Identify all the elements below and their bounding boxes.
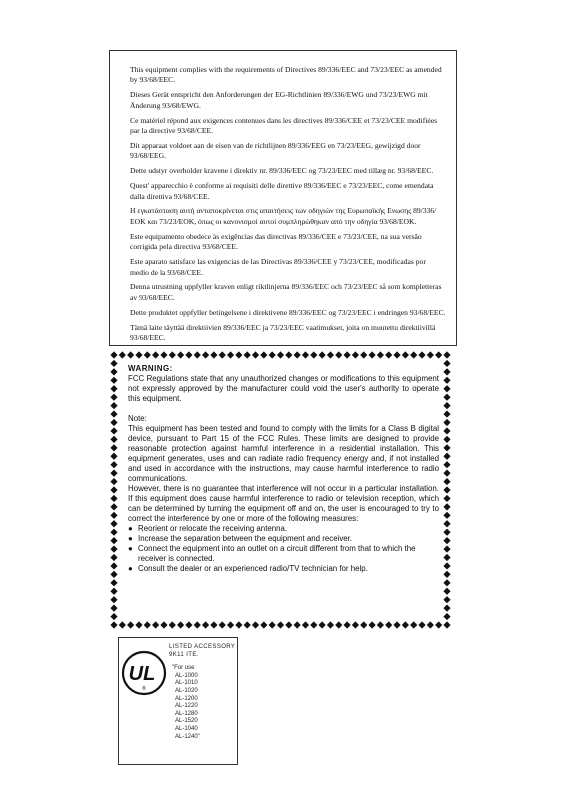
model-item: AL-1200 bbox=[175, 695, 198, 702]
border-diamond bbox=[110, 461, 117, 468]
border-diamond bbox=[443, 613, 450, 620]
bullet-icon: ● bbox=[128, 534, 133, 543]
border-diamond bbox=[443, 605, 450, 612]
compliance-no: Dette produktet oppfyller betingelsene i direktivene 89/336/EEC og 73/23/EEC i endringen 93/68/EEC. bbox=[130, 307, 446, 317]
border-diamond bbox=[110, 444, 117, 451]
border-diamond bbox=[260, 351, 267, 358]
border-diamond bbox=[443, 512, 450, 519]
note-text-2: However, there is no guarantee that interference will not occur in a particular installation. If this equipment does cause harmful interference to radio or television reception, which can be determined by turning the equipment off and on, the user is encouraged to try to correct the interference by one or more of the following measures: bbox=[128, 484, 439, 523]
compliance-en: This equipment complies with the requirements of Directives 89/336/EEC and 73/23/EEC as amended by 93/68/EEC. bbox=[130, 65, 442, 85]
compliance-fi: Tämä laite täyttää direktiivien 89/336/EEC ja 73/23/EEC vaatimukset, joita on muutettu direktiivillä 93/68/EEC. bbox=[130, 322, 436, 343]
eu-compliance-box bbox=[109, 50, 457, 346]
border-diamond bbox=[110, 427, 117, 434]
border-diamond bbox=[110, 554, 117, 561]
bullet-icon: ● bbox=[128, 544, 133, 553]
compliance-it: Quest' apparecchio è conforme ai requisiti delle direttive 89/336/EEC e 73/23/EEC, come emendata dalla direttiva 93/68/CEE. bbox=[130, 181, 434, 201]
border-diamond bbox=[219, 621, 226, 628]
border-diamond bbox=[302, 351, 309, 358]
border-diamond bbox=[252, 351, 259, 358]
border-diamond bbox=[443, 537, 450, 544]
border-diamond bbox=[443, 385, 450, 392]
border-diamond bbox=[393, 621, 400, 628]
border-diamond bbox=[202, 351, 209, 358]
border-diamond bbox=[135, 621, 142, 628]
border-diamond bbox=[127, 351, 134, 358]
border-diamond bbox=[443, 470, 450, 477]
border-diamond bbox=[443, 427, 450, 434]
border-diamond bbox=[110, 470, 117, 477]
model-item: AL-1000 bbox=[175, 672, 198, 679]
border-diamond bbox=[110, 453, 117, 460]
border-diamond bbox=[443, 360, 450, 367]
border-diamond bbox=[235, 351, 242, 358]
svg-text:®: ® bbox=[142, 686, 146, 692]
border-diamond bbox=[352, 351, 359, 358]
border-diamond bbox=[110, 419, 117, 426]
border-diamond bbox=[418, 621, 425, 628]
border-diamond bbox=[144, 621, 151, 628]
measure-item: ● Increase the separation between the equipment and receiver. bbox=[128, 534, 353, 543]
border-diamond bbox=[344, 351, 351, 358]
border-diamond bbox=[427, 351, 434, 358]
ul-header-2: 9K11 ITE. bbox=[169, 651, 199, 658]
border-diamond bbox=[443, 588, 450, 595]
border-diamond bbox=[443, 394, 450, 401]
model-item: AL-1220 bbox=[175, 703, 198, 710]
model-item: AL-1040 bbox=[175, 725, 198, 732]
border-diamond bbox=[327, 621, 334, 628]
border-diamond bbox=[319, 351, 326, 358]
border-diamond bbox=[360, 621, 367, 628]
border-diamond bbox=[194, 351, 201, 358]
border-diamond bbox=[110, 520, 117, 527]
border-diamond bbox=[110, 613, 117, 620]
model-item: AL-1280 bbox=[175, 710, 198, 717]
note-text-1: This equipment has been tested and found to comply with the limits for a Class B digital device, pursuant to Part 15 of the FCC Rules. These limits are designed to provide reasonable protection against harmful interference in a residential installation. This equipment generates, uses and can radiate radio frequency energy and, if not installed and used in accordance with the instructions, may cause harmful interference to radio communications. bbox=[128, 424, 439, 483]
border-diamond bbox=[227, 621, 234, 628]
ul-label-text bbox=[169, 644, 235, 741]
border-diamond bbox=[110, 529, 117, 536]
border-diamond bbox=[443, 453, 450, 460]
border-diamond bbox=[119, 621, 126, 628]
compliance-da: Dette udstyr overholder kravene i direktiv nr. 89/336/EEC og 73/23/EEC med tillæg nr. 93/68/EEC. bbox=[130, 166, 434, 176]
border-diamond bbox=[110, 360, 117, 367]
border-diamond bbox=[110, 503, 117, 510]
border-diamond bbox=[310, 621, 317, 628]
model-item: AL-1020 bbox=[175, 687, 198, 694]
border-diamond bbox=[185, 351, 192, 358]
border-diamond bbox=[110, 579, 117, 586]
border-diamond bbox=[327, 351, 334, 358]
border-diamond bbox=[219, 351, 226, 358]
bullet-icon: ● bbox=[128, 524, 133, 533]
border-diamond bbox=[260, 621, 267, 628]
border-diamond bbox=[393, 351, 400, 358]
border-diamond bbox=[110, 410, 117, 417]
border-diamond bbox=[177, 621, 184, 628]
border-diamond bbox=[110, 394, 117, 401]
measures-list bbox=[128, 524, 439, 574]
border-diamond bbox=[119, 351, 126, 358]
border-diamond bbox=[335, 621, 342, 628]
border-diamond bbox=[110, 512, 117, 519]
border-diamond bbox=[443, 562, 450, 569]
border-diamond bbox=[427, 621, 434, 628]
model-item: AL-1240" bbox=[175, 733, 200, 740]
border-diamond bbox=[269, 351, 276, 358]
border-diamond bbox=[169, 621, 176, 628]
border-diamond bbox=[110, 571, 117, 578]
border-diamond bbox=[110, 436, 117, 443]
fcc-text: FCC Regulations state that any unauthorized changes or modifications to this equipment not expressly approved by the manufacturer could void the user's authority to operate this equipment. bbox=[128, 374, 439, 403]
warning-content bbox=[128, 364, 439, 574]
border-diamond bbox=[335, 351, 342, 358]
border-diamond bbox=[110, 545, 117, 552]
border-diamond bbox=[402, 621, 409, 628]
border-diamond bbox=[110, 351, 117, 358]
border-diamond bbox=[368, 351, 375, 358]
border-diamond bbox=[110, 402, 117, 409]
border-diamond bbox=[252, 621, 259, 628]
border-diamond bbox=[443, 368, 450, 375]
compliance-de: Dieses Gerät entspricht den Anforderungen der EG-Richtlinien 89/336/EWG und 73/23/EWG mit Änderung 93/68/EWG. bbox=[130, 90, 428, 110]
border-diamond bbox=[202, 621, 209, 628]
border-diamond bbox=[294, 351, 301, 358]
border-diamond bbox=[443, 571, 450, 578]
border-diamond bbox=[110, 478, 117, 485]
border-diamond bbox=[443, 545, 450, 552]
border-diamond bbox=[360, 351, 367, 358]
border-diamond bbox=[319, 621, 326, 628]
border-diamond bbox=[443, 554, 450, 561]
border-diamond bbox=[443, 486, 450, 493]
border-diamond bbox=[135, 351, 142, 358]
border-diamond bbox=[235, 621, 242, 628]
border-diamond bbox=[443, 579, 450, 586]
border-diamond bbox=[110, 562, 117, 569]
model-item: AL-1520 bbox=[175, 718, 198, 725]
border-diamond bbox=[377, 621, 384, 628]
border-diamond bbox=[377, 351, 384, 358]
border-diamond bbox=[368, 621, 375, 628]
border-diamond bbox=[443, 478, 450, 485]
border-diamond bbox=[443, 621, 450, 628]
warning-title: WARNING: bbox=[128, 364, 173, 373]
border-diamond bbox=[302, 621, 309, 628]
border-diamond bbox=[269, 621, 276, 628]
measure-item: ● Reorient or relocate the receiving antenna. bbox=[128, 524, 288, 533]
border-diamond bbox=[152, 621, 159, 628]
ul-logo-icon bbox=[121, 650, 167, 696]
border-diamond bbox=[435, 351, 442, 358]
border-diamond bbox=[402, 351, 409, 358]
note-label: Note: bbox=[128, 414, 147, 423]
border-diamond bbox=[160, 351, 167, 358]
border-diamond bbox=[194, 621, 201, 628]
border-diamond bbox=[227, 351, 234, 358]
svg-text:UL: UL bbox=[128, 663, 156, 685]
border-diamond bbox=[294, 621, 301, 628]
border-diamond bbox=[443, 520, 450, 527]
border-diamond bbox=[110, 385, 117, 392]
for-use-text: "For use bbox=[172, 665, 195, 672]
border-diamond bbox=[443, 419, 450, 426]
border-diamond bbox=[443, 461, 450, 468]
border-diamond bbox=[443, 503, 450, 510]
border-diamond bbox=[344, 621, 351, 628]
compliance-el: Η εγκατάσταση αυτή ανταποκρίνεται στις απαιτήσεις των οδηγιών της Ευρωπαϊκής Ενωσης 89/336/ΕΟΚ και 73/23/ΕΟΚ, όπως οι κανονισμοί αυτοί συμπληρώθηκαν από την οδηγία 93/68/ΕΟΚ. bbox=[130, 206, 437, 226]
border-diamond bbox=[169, 351, 176, 358]
compliance-pt: Este equipamento obedece às exigências das directivas 89/336/CEE e 73/23/CEE, na sua versão corrigida pela directiva 93/68/CEE. bbox=[130, 231, 422, 252]
border-diamond bbox=[310, 351, 317, 358]
border-diamond bbox=[177, 351, 184, 358]
border-diamond bbox=[110, 537, 117, 544]
bullet-icon: ● bbox=[128, 564, 133, 573]
border-diamond bbox=[285, 351, 292, 358]
ul-header-1: LISTED ACCESSORY bbox=[169, 644, 236, 650]
border-diamond bbox=[443, 529, 450, 536]
compliance-fr: Ce matériel répond aux exigences contenues dans les directives 89/336/CEE et 73/23/CEE modifiées par la directive 93/68/CEE. bbox=[130, 115, 438, 136]
border-diamond bbox=[160, 621, 167, 628]
border-diamond bbox=[277, 351, 284, 358]
compliance-es: Este aparato satisface las exigencias de las Directivas 89/336/CEE y 73/23/CEE, modificadas por medio de la 93/68/CEE. bbox=[130, 257, 426, 277]
border-diamond bbox=[385, 621, 392, 628]
border-diamond bbox=[110, 486, 117, 493]
border-diamond bbox=[210, 351, 217, 358]
model-item: AL-1010 bbox=[175, 680, 198, 687]
border-diamond bbox=[110, 596, 117, 603]
border-diamond bbox=[110, 621, 117, 628]
compliance-sv: Denna utrustning uppfyller kraven enligt riktlinjerna 89/336/EEC och 73/23/EEC så som kompletteras av 93/68/EEC. bbox=[130, 282, 442, 302]
border-diamond bbox=[443, 596, 450, 603]
measure-item: ● Connect the equipment into an outlet on a circuit different from that to which the receiver is connected. bbox=[128, 544, 416, 563]
border-diamond bbox=[443, 377, 450, 384]
measure-item: ● Consult the dealer or an experienced radio/TV technician for help. bbox=[128, 564, 368, 573]
border-diamond bbox=[418, 351, 425, 358]
fcc-warning-box bbox=[117, 358, 444, 622]
border-diamond bbox=[435, 621, 442, 628]
border-diamond bbox=[410, 351, 417, 358]
border-diamond bbox=[352, 621, 359, 628]
border-diamond bbox=[210, 621, 217, 628]
border-diamond bbox=[110, 368, 117, 375]
model-list bbox=[169, 665, 235, 741]
border-diamond bbox=[443, 402, 450, 409]
border-diamond bbox=[410, 621, 417, 628]
border-diamond bbox=[443, 436, 450, 443]
border-diamond bbox=[244, 621, 251, 628]
border-diamond bbox=[443, 351, 450, 358]
border-diamond bbox=[443, 444, 450, 451]
border-diamond bbox=[385, 351, 392, 358]
border-diamond bbox=[443, 410, 450, 417]
border-diamond bbox=[127, 621, 134, 628]
border-diamond bbox=[244, 351, 251, 358]
border-diamond bbox=[110, 495, 117, 502]
border-diamond bbox=[277, 621, 284, 628]
border-diamond bbox=[285, 621, 292, 628]
compliance-nl: Dit apparaat voldoet aan de eisen van de richtlijnen 89/336/EEG en 73/23/EEG, gewijzigd door 93/68/EEG. bbox=[130, 140, 421, 161]
border-diamond bbox=[152, 351, 159, 358]
border-diamond bbox=[144, 351, 151, 358]
ul-listing-label bbox=[118, 637, 238, 765]
border-diamond bbox=[443, 495, 450, 502]
border-diamond bbox=[110, 605, 117, 612]
border-diamond bbox=[110, 377, 117, 384]
border-diamond bbox=[185, 621, 192, 628]
border-diamond bbox=[110, 588, 117, 595]
